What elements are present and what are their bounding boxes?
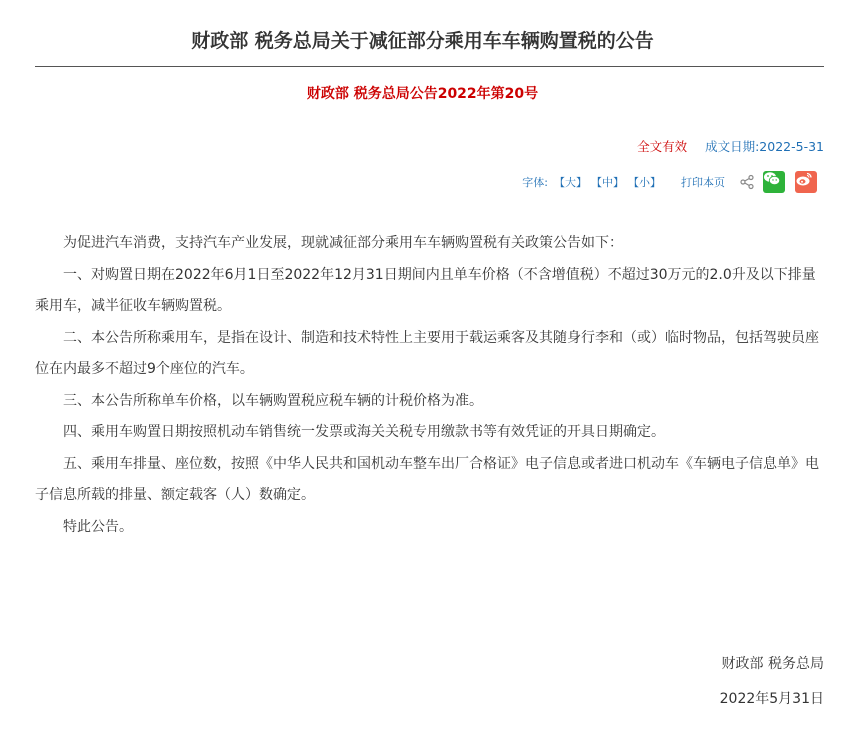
body-paragraph: 二、本公告所称乘用车，是指在设计、制造和技术特性上主要用于载运乘客及其随身行李和（或）临时物品，包括驾驶员座位在内最多不超过9个座位的汽车。 (35, 329, 819, 377)
font-small-button[interactable]: 【小】 (628, 176, 661, 189)
body-paragraph: 特此公告。 (63, 518, 133, 535)
body-paragraph: 一、对购置日期在2022年6月1日至2022年12月31日期间内且单车价格（不含增值税）不超过30万元的2.0升及以下排量乘用车，减半征收车辆购置税。 (35, 266, 816, 314)
weibo-icon[interactable] (795, 171, 817, 193)
issue-date: 成文日期:2022-5-31 (705, 139, 824, 154)
status-line (637, 137, 824, 155)
document-body (35, 228, 825, 543)
document-number: 财政部 税务总局公告2022年第20号 (306, 86, 539, 102)
body-paragraph: 五、乘用车排量、座位数，按照《中华人民共和国机动车整车出厂合格证》电子信息或者进口机动车《车辆电子信息单》电子信息所载的排量、额定载客（人）数确定。 (35, 455, 819, 503)
signature-date: 2022年5月31日 (719, 691, 824, 707)
validity-status: 全文有效 (637, 139, 688, 154)
document-toolbar (522, 169, 817, 195)
wechat-icon[interactable] (763, 171, 785, 193)
font-large-button[interactable]: 【大】 (554, 176, 587, 189)
title-divider (35, 66, 824, 67)
share-icon[interactable] (739, 174, 755, 190)
document-title: 财政部 税务总局关于减征部分乘用车车辆购置税的公告 (191, 30, 654, 52)
font-medium-button[interactable]: 【中】 (591, 176, 624, 189)
body-paragraph: 四、乘用车购置日期按照机动车销售统一发票或海关关税专用缴款书等有效凭证的开具日期确定。 (63, 424, 665, 440)
signature-org: 财政部 税务总局 (721, 656, 824, 672)
font-size-label: 字体: (522, 176, 548, 189)
body-paragraph: 为促进汽车消费，支持汽车产业发展，现就减征部分乘用车车辆购置税有关政策公告如下： (63, 235, 623, 251)
body-paragraph: 三、本公告所称单车价格，以车辆购置税应税车辆的计税价格为准。 (63, 392, 483, 409)
print-button[interactable]: 打印本页 (681, 176, 725, 189)
